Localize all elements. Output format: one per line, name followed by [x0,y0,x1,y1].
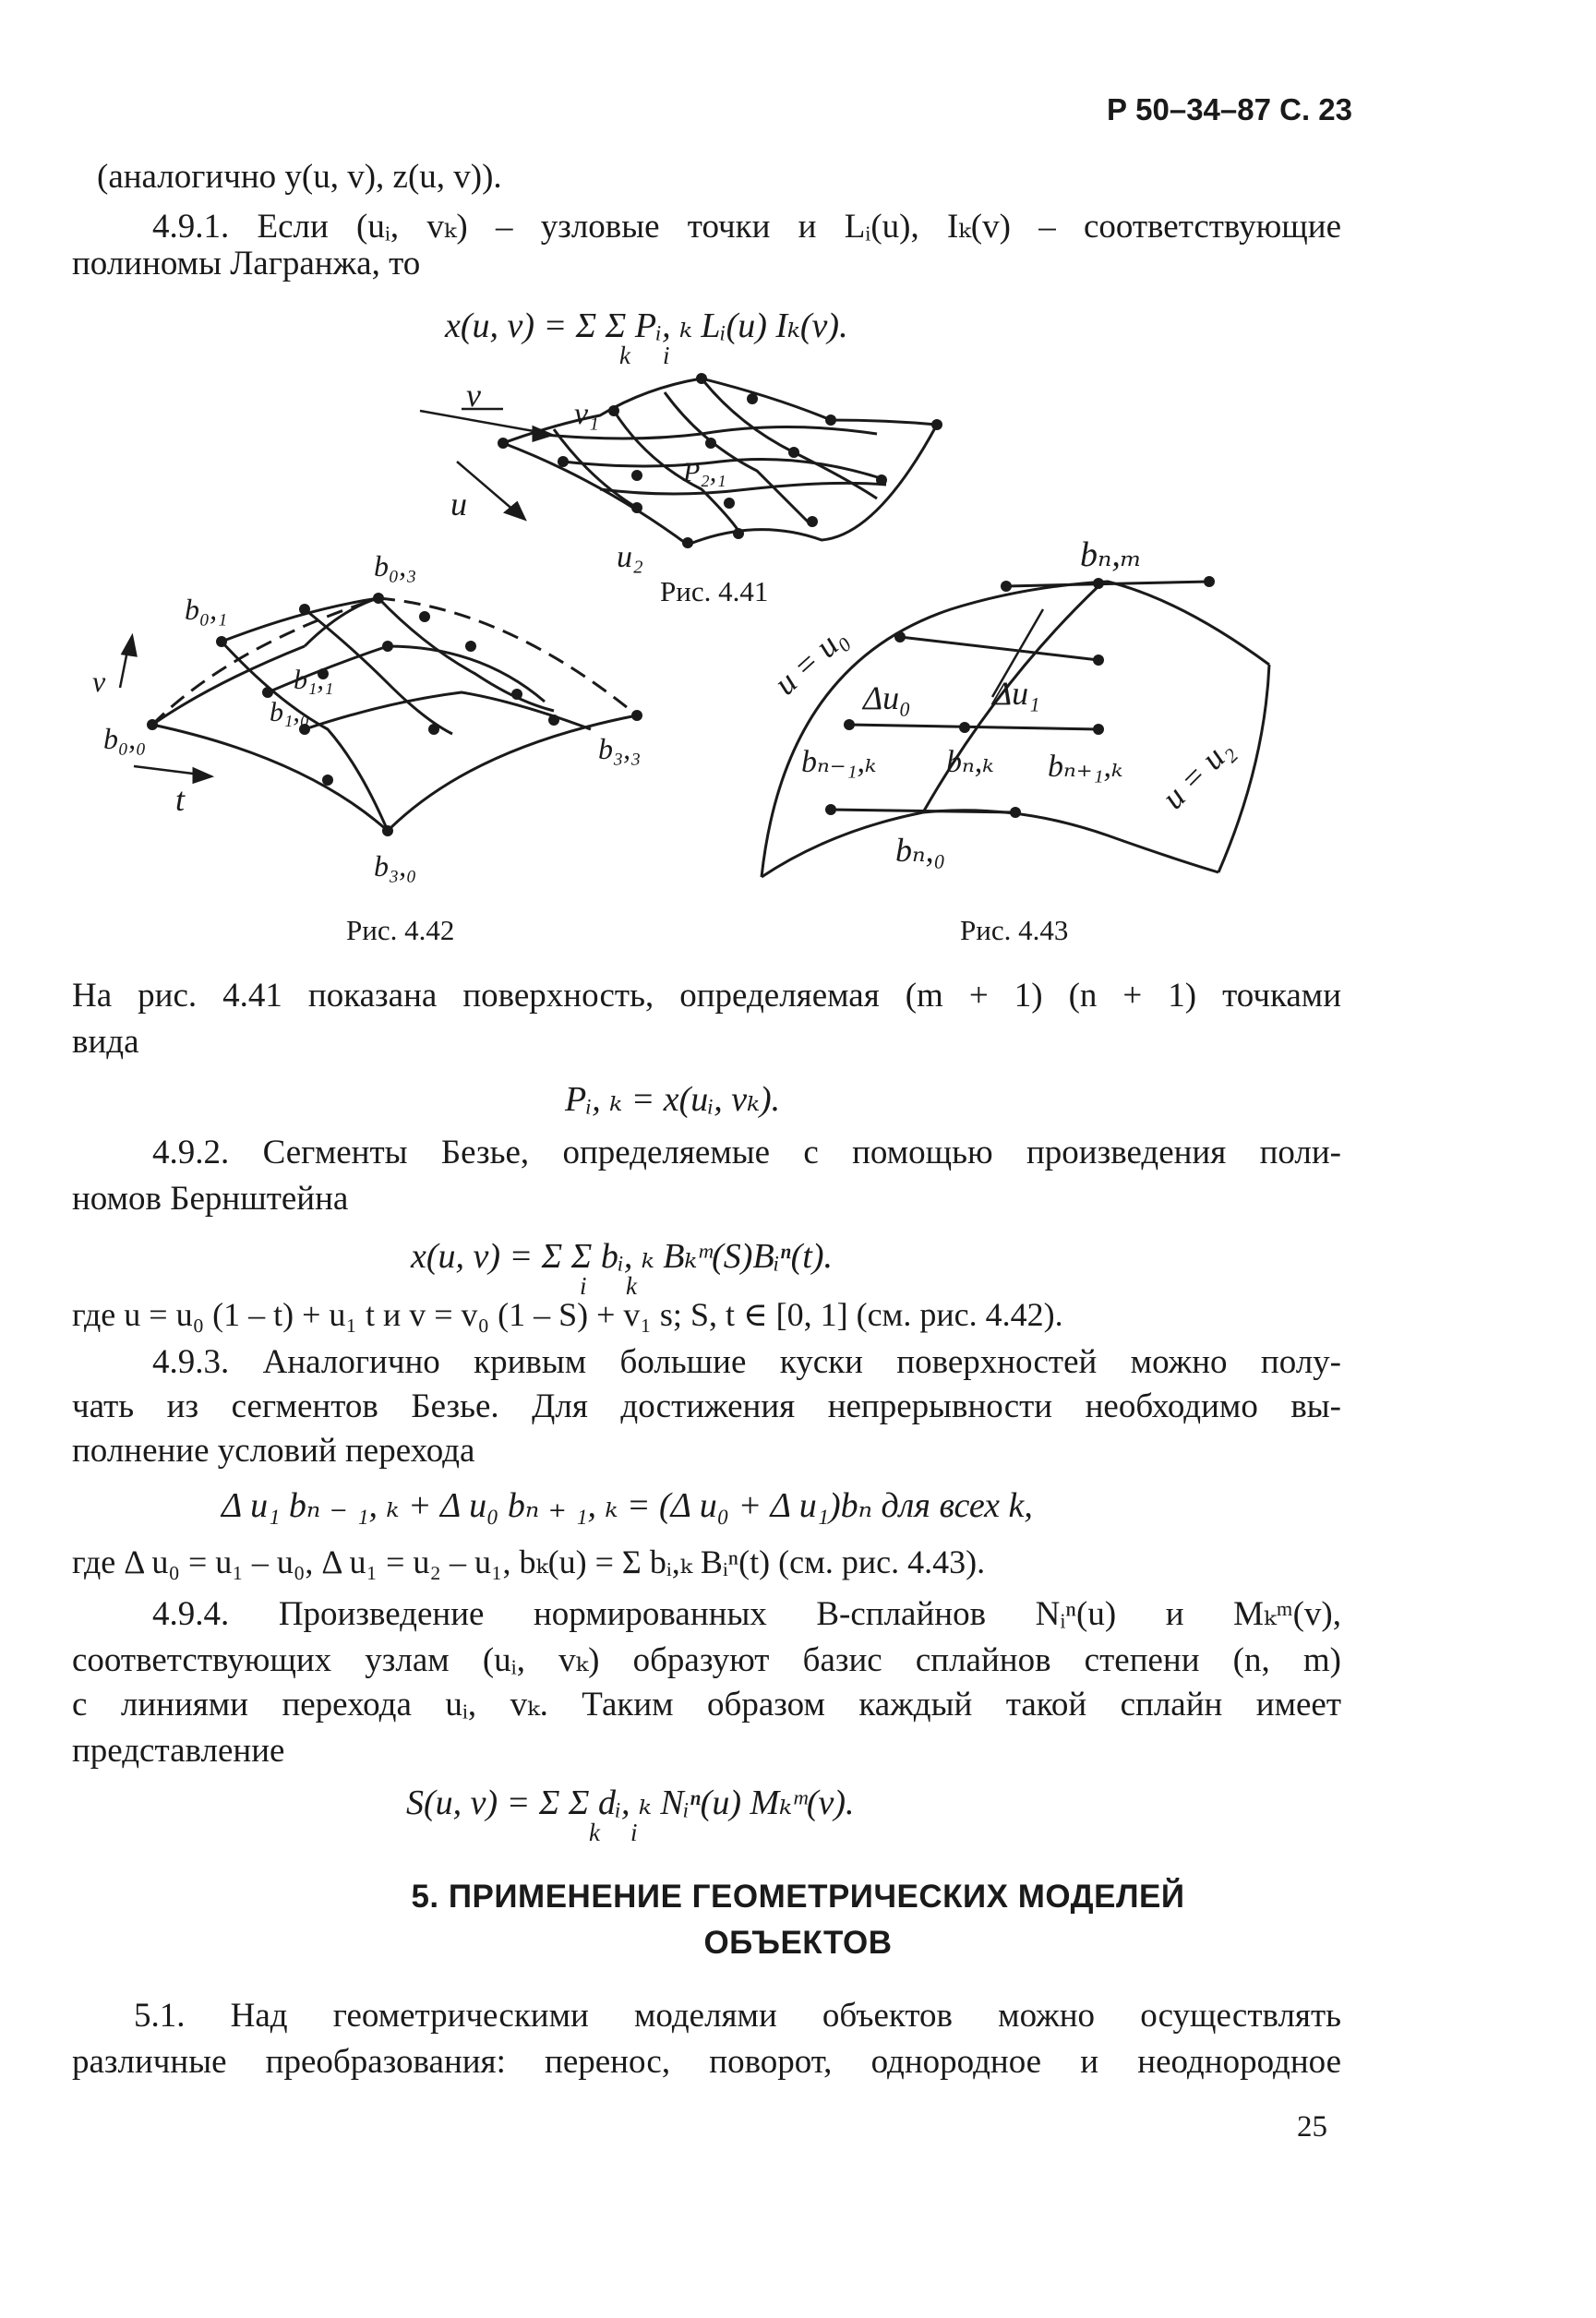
page-header-code: Р 50–34–87 С. 23 [1106,92,1352,126]
fig43-label-bnk: bₙ,ₖ [946,745,994,779]
text-line: (аналогично y(u, v), z(u, v)). [97,158,502,196]
formula-lagrange: x(u, v) = Σ Σ Pᵢ, ₖ Lᵢ(u) Iₖ(v). [445,306,848,345]
sum-index-k: k [589,1819,600,1846]
fig42-label-v: v [92,665,106,698]
page-number: 25 [1297,2110,1327,2144]
text-line: 5.1. Над геометрическими моделями объектов можно осуществлять [134,1997,1341,2035]
section-heading-line2: ОБЪЕКТОВ [703,1925,893,1961]
section-heading: 5. ПРИМЕНЕНИЕ ГЕОМЕТРИЧЕСКИХ МОДЕЛЕЙ [411,1879,1185,1915]
text-line: 4.9.2. Сегменты Безье, определяемые с помощью произведения поли- [152,1134,1341,1171]
sum-index-k: k [626,1272,637,1300]
text-line: На рис. 4.41 показана поверхность, определяемая (m + 1) (n + 1) точками [72,977,1341,1015]
text-line: с линиями перехода uᵢ, vₖ. Таким образом каждый такой сплайн имеет [72,1686,1341,1723]
fig43-label-bnm: bₙ,ₘ [1080,535,1143,574]
fig43-label-bn0: bₙ,₀ [895,832,946,869]
formula-spline: S(u, v) = Σ Σ dᵢ, ₖ Nᵢⁿ(u) Mₖᵐ(v). [406,1784,855,1822]
fig42-label-t: t [175,781,186,818]
fig43-label-du1: Δu₁ [992,675,1040,712]
fig43-label-bnp1k: bₙ₊₁,ₖ [1048,750,1123,784]
text-line: 4.9.4. Произведение нормированных B-сплайнов Nᵢⁿ(u) и Mₖᵐ(v), [152,1595,1341,1633]
figure-4-43 [762,582,1269,877]
fig42-label-b11: b₁,₁ [294,665,334,695]
figure-4-42-points [147,593,642,836]
fig42-label-b01: b₀,₁ [185,593,228,626]
text-line: номов Бернштейна [72,1180,349,1218]
fig42-label-b10: b₁,₀ [270,697,310,727]
text-line: 4.9.1. Если (uᵢ, vₖ) – узловые точки и Lᵢ(u), Iₖ(v) – соответствующие [152,208,1341,246]
fig42-label-b00: b₀,₀ [103,722,147,755]
text-line: 4.9.3. Аналогично кривым большие куски поверхностей можно полу- [152,1343,1341,1381]
text-line: вида [72,1023,139,1061]
fig43-label-u0: u = u₀ [766,618,854,703]
fig41-label-p21: P₂,₁ [683,457,726,487]
sum-index-i: i [630,1819,638,1846]
fig42-label-b30: b₃,₀ [374,849,417,883]
fig41-label-u2: u₂ [617,540,643,574]
sum-index-i: i [580,1272,587,1300]
text-line: соответствующих узлам (uᵢ, vₖ) образуют базис сплайнов степени (n, m) [72,1641,1341,1679]
fig43-label-bn1k: bₙ₋₁,ₖ [801,745,877,779]
text-line: чать из сегментов Безье. Для достижения непрерывности необходимо вы- [72,1387,1341,1425]
fig41-caption: Рис. 4.41 [660,575,769,607]
sum-index-i: i [663,342,670,369]
formula-transition: Δ u₁ bₙ ₋ ₁, ₖ + Δ u₀ bₙ ₊ ₁, ₖ = (Δ u₀ + Δ u₁)bₙ для всех k, [222,1486,1033,1525]
text-line: где u = u₀ (1 – t) + u₁ t и v = v₀ (1 – S) + v₁ s; S, t ∈ [0, 1] (см. рис. 4.42). [72,1296,1063,1333]
text-line: полиномы Лагранжа, то [72,245,421,282]
fig42-label-b03: b₀,₃ [374,549,417,583]
sum-index-k: k [619,342,630,369]
text-line: различные преобразования: перенос, поворот, однородное и неоднородное [72,2043,1341,2081]
formula-points: Pᵢ, ₖ = x(uᵢ, vₖ). [565,1080,781,1119]
fig42-label-b33: b₃,₃ [598,732,642,765]
formula-bezier: x(u, v) = Σ Σ bᵢ, ₖ Bₖᵐ(S)Bᵢⁿ(t). [411,1237,834,1276]
fig43-label-du0: Δu₀ [863,679,911,716]
text-line: где Δ u₀ = u₁ – u₀, Δ u₁ = u₂ – u₁, bₖ(u) = Σ bᵢ,ₖ Bᵢⁿ(t) (см. рис. 4.43). [72,1543,986,1580]
text-line: представление [72,1732,285,1770]
fig43-label-u2: u = u₂ [1154,730,1241,816]
figure-4-41 [420,378,937,545]
fig43-caption: Рис. 4.43 [960,914,1069,946]
fig41-label-v1: v₁ [574,397,599,431]
figure-4-42 [120,598,637,831]
fig42-caption: Рис. 4.42 [346,914,455,946]
fig41-label-v: v [466,377,481,414]
fig41-label-u: u [450,486,467,522]
text-line: полнение условий перехода [72,1432,475,1470]
